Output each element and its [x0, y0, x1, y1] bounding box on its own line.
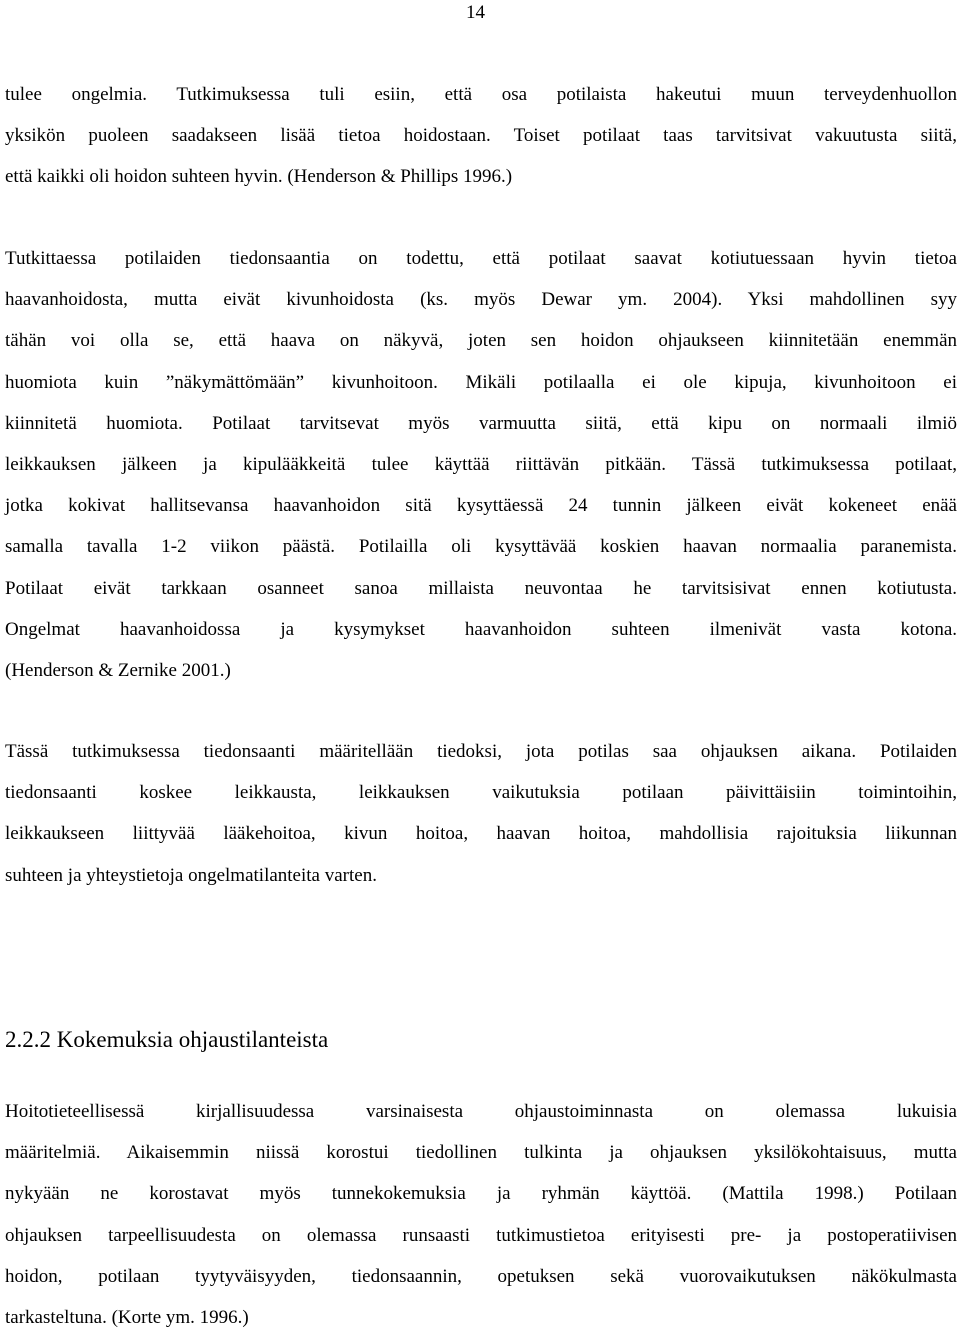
text-line: jotka kokivat hallitsevansa haavanhoidon sitä kysyttäessä 24 tunnin jälkeen eivät kokeneet enää [5, 495, 957, 517]
paragraph-1 [5, 74, 957, 198]
text-line: haavanhoidosta, mutta eivät kivunhoidosta (ks. myös Dewar ym. 2004). Yksi mahdollinen syy [5, 289, 957, 311]
text-line: tiedonsaanti koskee leikkausta, leikkauksen vaikutuksia potilaan päivittäisiin toimintoihin, [5, 782, 957, 804]
text-line: Tässä tutkimuksessa tiedonsaanti määritellään tiedoksi, jota potilas saa ohjauksen aikana. Potilaiden [5, 741, 957, 762]
paragraph-2 [5, 238, 957, 691]
text-line: yksikön puoleen saadakseen lisää tietoa hoidostaan. Toiset potilaat taas tarvitsivat vakuutusta siitä, [5, 125, 957, 147]
text-line: ohjauksen tarpeellisuudesta on olemassa runsaasti tutkimustietoa erityisesti pre- ja postoperatiivisen [5, 1224, 957, 1246]
text-line: suhteen ja yhteystietoja ongelmatilanteita varten. [5, 864, 377, 886]
text-line: Potilaat eivät tarkkaan osanneet sanoa millaista neuvontaa he tarvitsisivat ennen kotiutusta. [5, 577, 957, 599]
text-line: leikkauksen jälkeen ja kipulääkkeitä tulee käyttää riittävän pitkään. Tässä tutkimuksessa potilaat, [5, 453, 957, 475]
text-line: Hoitotieteellisessä kirjallisuudessa varsinaisesta ohjaustoiminnasta on olemassa lukuisia [5, 1101, 957, 1122]
text-line: määritelmiä. Aikaisemmin niissä korostui tiedollinen tulkinta ja ohjauksen yksilökohtaisuus, mutta [5, 1142, 957, 1164]
text-line: nykyään ne korostavat myös tunnekokemuksia ja ryhmän käyttöä. (Mattila 1998.) Potilaan [5, 1183, 957, 1205]
text-line: hoidon, potilaan tyytyväisyyden, tiedonsaannin, opetuksen sekä vuorovaikutuksen näkökulmasta [5, 1265, 957, 1287]
text-line: huomiota kuin ”näkymättömään” kivunhoitoon. Mikäli potilaalla ei ole kipuja, kivunhoitoon ei [5, 371, 957, 393]
paragraph-4 [5, 1091, 957, 1338]
text-line: kiinnitetä huomiota. Potilaat tarvitsevat myös varmuutta siitä, että kipu on normaali ilmiö [5, 412, 957, 434]
text-line: Tutkittaessa potilaiden tiedonsaantia on todettu, että potilaat saavat kotiutuessaan hyvin tietoa [5, 248, 957, 269]
text-line: leikkaukseen liittyvää lääkehoitoa, kivun hoitoa, haavan hoitoa, mahdollisia rajoituksia liikunnan [5, 823, 957, 845]
text-line: tähän voi olla se, että haava on näkyvä, joten sen hoidon ohjaukseen kiinnitetään enemmän [5, 330, 957, 352]
page-number: 14 [466, 2, 485, 23]
text-line: tulee ongelmia. Tutkimuksessa tuli esiin, että osa potilaista hakeutui muun terveydenhuollon [5, 84, 957, 105]
text-line: Ongelmat haavanhoidossa ja kysymykset haavanhoidon suhteen ilmenivät vasta kotona. [5, 618, 957, 640]
paragraph-3 [5, 731, 957, 896]
text-line: (Henderson & Zernike 2001.) [5, 659, 231, 681]
section-heading: 2.2.2 Kokemuksia ohjaustilanteista [5, 1027, 329, 1052]
text-line: että kaikki oli hoidon suhteen hyvin. (Henderson & Phillips 1996.) [5, 166, 513, 188]
text-line: samalla tavalla 1-2 viikon päästä. Potilailla oli kysyttävää koskien haavan normaalia paranemista. [5, 536, 957, 558]
text-line: tarkasteltuna. (Korte ym. 1996.) [5, 1306, 249, 1328]
